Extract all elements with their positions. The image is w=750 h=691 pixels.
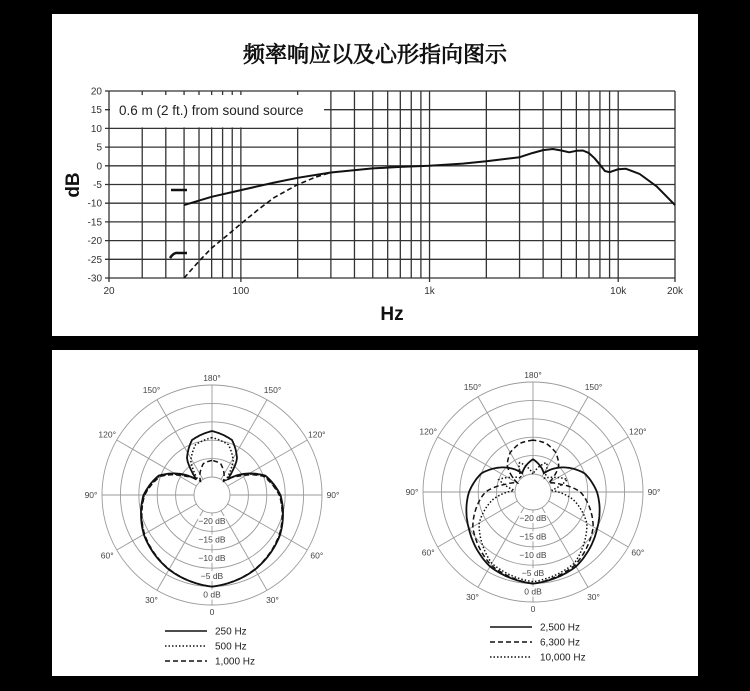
ring-label: −15 dB bbox=[198, 534, 226, 545]
angle-label: 150° bbox=[142, 385, 161, 396]
y-tick-label: 10 bbox=[90, 123, 102, 135]
legend-label: 6,300 Hz bbox=[540, 637, 581, 649]
angle-label: 150° bbox=[263, 385, 282, 396]
ring-label: −5 dB bbox=[521, 568, 545, 579]
angle-label: 0 bbox=[209, 607, 215, 617]
angle-label: 0 bbox=[530, 604, 536, 614]
y-tick-label: -20 bbox=[87, 236, 102, 248]
y-tick-label: 0 bbox=[96, 161, 102, 173]
ring-label: −20 dB bbox=[519, 513, 547, 523]
angle-label: 120° bbox=[98, 429, 117, 440]
ring-label: −10 dB bbox=[198, 552, 226, 563]
y-tick-label: -30 bbox=[87, 273, 102, 285]
y-tick-label: 5 bbox=[96, 142, 102, 154]
angle-label: 30° bbox=[466, 591, 479, 602]
x-axis-label: Hz bbox=[380, 304, 404, 325]
x-tick-label: 20k bbox=[666, 286, 684, 297]
annotation-text: 0.6 m (2 ft.) from sound source bbox=[119, 103, 304, 118]
angle-label: 30° bbox=[266, 594, 279, 605]
angle-label: 60° bbox=[100, 550, 114, 561]
legend-label: 2,500 Hz bbox=[540, 622, 581, 634]
angle-label: 60° bbox=[421, 547, 435, 558]
ring-label: −15 dB bbox=[519, 531, 547, 542]
x-tick-label: 1k bbox=[424, 286, 435, 297]
y-tick-label: -5 bbox=[93, 180, 102, 191]
y-tick-label: -25 bbox=[87, 254, 102, 266]
y-axis-label: dB bbox=[63, 172, 84, 198]
y-tick-label: 20 bbox=[90, 86, 102, 98]
legend-label: 1,000 Hz bbox=[215, 656, 256, 668]
angle-label: 60° bbox=[631, 547, 645, 558]
angle-label: 180° bbox=[524, 370, 542, 380]
angle-label: 90° bbox=[647, 487, 661, 497]
y-tick-label: -10 bbox=[87, 198, 102, 210]
legend-label: 250 Hz bbox=[215, 626, 247, 638]
angle-label: 150° bbox=[584, 382, 603, 393]
ring-label: 0 dB bbox=[203, 589, 221, 600]
angle-label: 120° bbox=[628, 426, 647, 437]
x-tick-label: 100 bbox=[232, 286, 250, 297]
ring-label: 0 dB bbox=[524, 586, 542, 597]
x-tick-label: 10k bbox=[610, 286, 627, 297]
angle-label: 30° bbox=[587, 591, 600, 602]
figure-title: 频率响应以及心形指向图示 bbox=[242, 43, 508, 68]
angle-label: 30° bbox=[145, 594, 158, 605]
angle-label: 180° bbox=[203, 373, 221, 383]
y-tick-label: -15 bbox=[87, 217, 102, 229]
angle-label: 120° bbox=[419, 426, 438, 437]
angle-label: 120° bbox=[307, 429, 326, 440]
y-tick-label: 15 bbox=[90, 105, 102, 117]
bottom-panel bbox=[52, 350, 698, 676]
ring-label: −10 dB bbox=[519, 549, 547, 560]
legend-label: 10,000 Hz bbox=[540, 652, 586, 664]
ring-label: −5 dB bbox=[200, 571, 224, 582]
legend-label: 500 Hz bbox=[215, 641, 247, 653]
x-tick-label: 20 bbox=[103, 286, 115, 297]
angle-label: 90° bbox=[326, 490, 340, 500]
ring-label: −20 dB bbox=[198, 516, 226, 526]
angle-label: 90° bbox=[84, 490, 98, 500]
angle-label: 150° bbox=[463, 382, 482, 393]
angle-label: 60° bbox=[310, 550, 324, 561]
angle-label: 90° bbox=[405, 487, 419, 497]
